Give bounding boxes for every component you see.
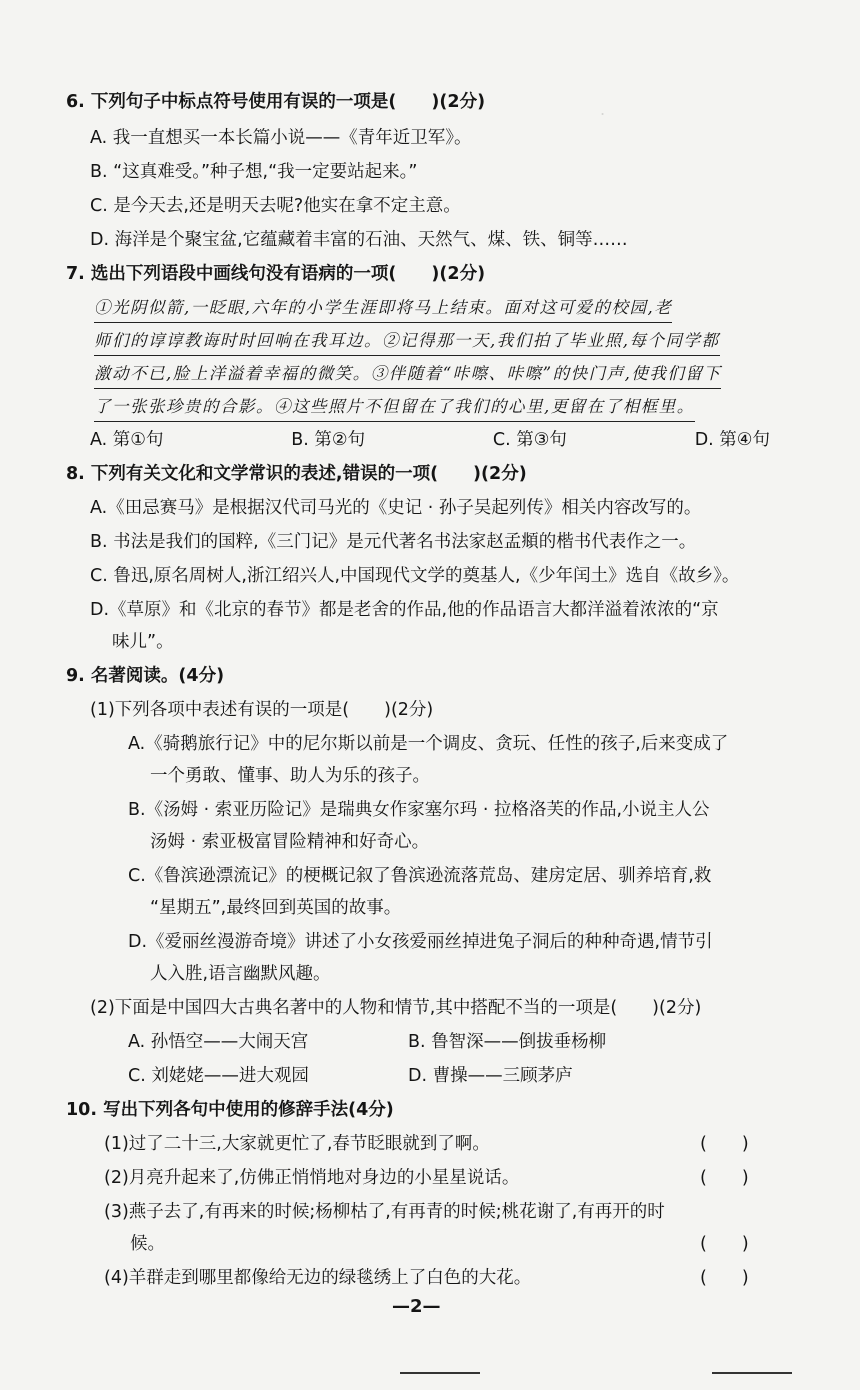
q8-option-d-cont: 味儿”。: [112, 632, 174, 652]
q10-item-3-cont: 候。: [130, 1234, 165, 1254]
q9-sub2-row-2: [128, 1064, 688, 1088]
q9-sub2-stem: (2)下面是中国四大古典名著中的人物和情节,其中搭配不当的一项是( )(2分): [90, 998, 702, 1018]
q7-option-b: B. 第②句: [291, 430, 366, 450]
q10-item-1: (1)过了二十三,大家就更忙了,春节眨眼就到了啊。: [104, 1134, 490, 1154]
q8-option-d: D.《草原》和《北京的春节》都是老舍的作品,他的作品语言大都洋溢着浓浓的“京: [90, 600, 719, 620]
q7-passage-line-2: 师们的谆谆教诲时时回响在我耳边。②记得那一天,我们拍了毕业照,每个同学都: [94, 329, 720, 356]
q9-sub1-option-c: C.《鲁滨逊漂流记》的梗概记叙了鲁滨逊流落荒岛、建房定居、驯养培育,救: [128, 866, 712, 886]
q7-option-a: A. 第①句: [90, 430, 164, 450]
q9-sub1-option-b: B.《汤姆 · 索亚历险记》是瑞典女作家塞尔玛 · 拉格洛芙的作品,小说主人公: [128, 800, 710, 820]
q9-sub2-option-c: C. 刘姥姥——进大观园: [128, 1066, 309, 1086]
q8-option-c: C. 鲁迅,原名周树人,浙江绍兴人,中国现代文学的奠基人,《少年闰土》选自《故乡》。: [90, 566, 740, 586]
q8-stem: 8. 下列有关文化和文学常识的表述,错误的一项( )(2分): [66, 464, 527, 484]
q7-option-d: D. 第④句: [694, 430, 770, 450]
bleed-through-text: .: [600, 100, 606, 119]
q10-answer-blank-2[interactable]: ( ): [700, 1168, 749, 1188]
q7-passage-line-3: 激动不已,脸上洋溢着幸福的微笑。③伴随着“咔嚓、咔嚓”的快门声,使我们留下: [94, 362, 721, 389]
scan-artifact-rule: [712, 1372, 792, 1374]
q10-answer-blank-3[interactable]: ( ): [700, 1234, 749, 1254]
q10-answer-blank-4[interactable]: ( ): [700, 1268, 749, 1288]
q9-sub1-option-d-cont: 人入胜,语言幽默风趣。: [150, 964, 331, 984]
q6-option-a: A. 我一直想买一本长篇小说——《青年近卫军》。: [90, 128, 472, 148]
q6-option-c: C. 是今天去,还是明天去呢?他实在拿不定主意。: [90, 196, 461, 216]
q8-option-a: A.《田忌赛马》是根据汉代司马光的《史记 · 孙子吴起列传》相关内容改写的。: [90, 498, 702, 518]
q9-sub1-stem: (1)下列各项中表述有误的一项是( )(2分): [90, 700, 434, 720]
q9-sub2-option-d: D. 曹操——三顾茅庐: [408, 1066, 573, 1086]
q9-sub1-option-a: A.《骑鹅旅行记》中的尼尔斯以前是一个调皮、贪玩、任性的孩子,后来变成了: [128, 734, 729, 754]
q10-item-2: (2)月亮升起来了,仿佛正悄悄地对身边的小星星说话。: [104, 1168, 520, 1188]
q10-stem: 10. 写出下列各句中使用的修辞手法(4分): [66, 1100, 394, 1120]
q7-options: [90, 428, 770, 452]
q9-sub1-option-a-cont: 一个勇敢、懂事、助人为乐的孩子。: [150, 766, 430, 786]
q7-option-c: C. 第③句: [492, 430, 567, 450]
q7-stem: 7. 选出下列语段中画线句没有语病的一项( )(2分): [66, 264, 486, 284]
q6-option-b: B. “这真难受。”种子想,“我一定要站起来。”: [90, 162, 418, 182]
q9-sub1-option-d: D.《爱丽丝漫游奇境》讲述了小女孩爱丽丝掉进兔子洞后的种种奇遇,情节引: [128, 932, 713, 952]
q7-passage-line-1: ①光阴似箭,一眨眼,六年的小学生涯即将马上结束。面对这可爱的校园,老: [94, 296, 672, 323]
q6-stem: 6. 下列句子中标点符号使用有误的一项是( )(2分): [66, 92, 486, 112]
q9-sub2-option-b: B. 鲁智深——倒拔垂杨柳: [408, 1032, 607, 1052]
scan-artifact-rule: [400, 1372, 480, 1374]
q9-stem: 9. 名著阅读。(4分): [66, 666, 225, 686]
page-number: —2—: [392, 1296, 441, 1317]
q9-sub2-option-a: A. 孙悟空——大闹天宫: [128, 1032, 309, 1052]
q9-sub2-row-1: [128, 1030, 688, 1054]
q10-answer-blank-1[interactable]: ( ): [700, 1134, 749, 1154]
q9-sub1-option-c-cont: “星期五”,最终回到英国的故事。: [150, 898, 402, 918]
q6-option-d: D. 海洋是个聚宝盆,它蕴藏着丰富的石油、天然气、煤、铁、铜等……: [90, 230, 628, 250]
q10-item-4: (4)羊群走到哪里都像给无边的绿毯绣上了白色的大花。: [104, 1268, 532, 1288]
q8-option-b: B. 书法是我们的国粹,《三门记》是元代著名书法家赵孟頫的楷书代表作之一。: [90, 532, 697, 552]
q7-passage-line-4: 了一张张珍贵的合影。④这些照片不但留在了我们的心里,更留在了相框里。: [94, 395, 695, 422]
q10-item-3: (3)燕子去了,有再来的时候;杨柳枯了,有再青的时候;桃花谢了,有再开的时: [104, 1202, 665, 1222]
q9-sub1-option-b-cont: 汤姆 · 索亚极富冒险精神和好奇心。: [150, 832, 430, 852]
